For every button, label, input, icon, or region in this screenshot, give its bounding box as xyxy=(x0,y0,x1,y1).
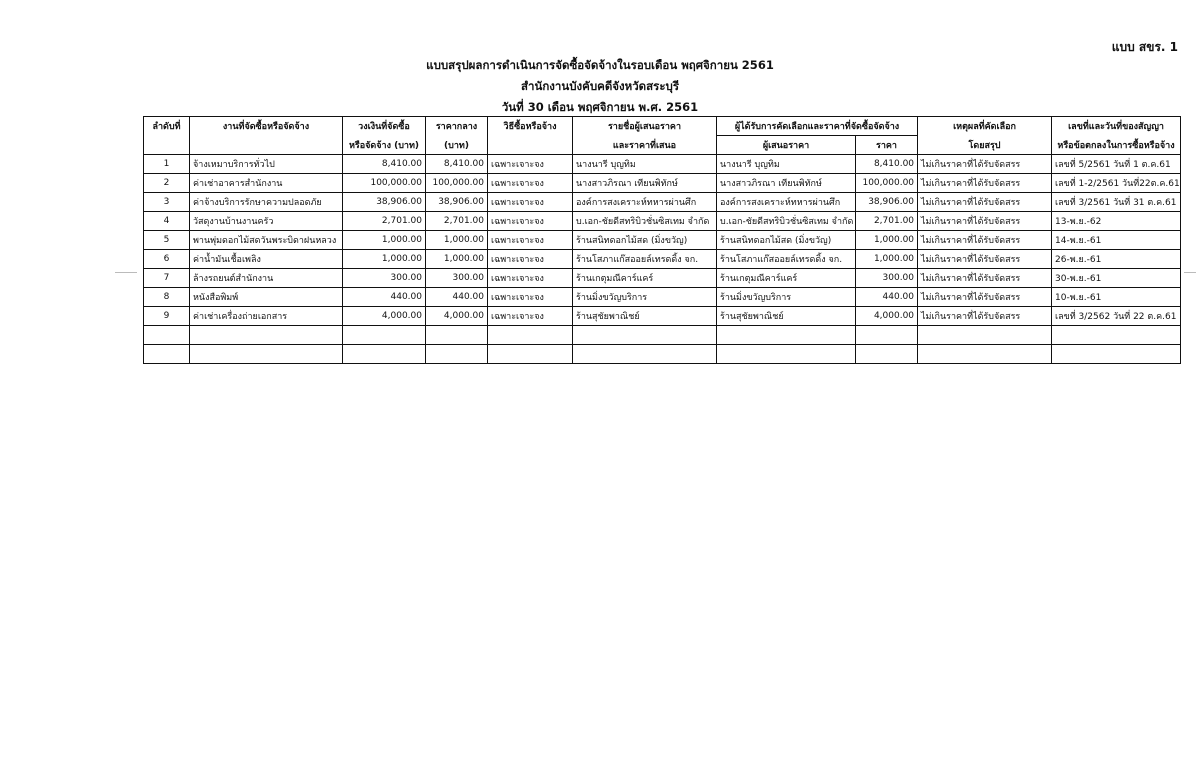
cell-budget: 300.00 xyxy=(343,269,426,288)
cell-empty xyxy=(856,326,918,345)
cell-bidder: บ.เอก-ชัยดีสทริบิวชั่นซิสเทม จำกัด xyxy=(573,212,717,231)
cell-contract: 13-พ.ย.-62 xyxy=(1052,212,1181,231)
cell-winner: ร้านมิ่งขวัญบริการ xyxy=(717,288,856,307)
cell-bidder: ร้านมิ่งขวัญบริการ xyxy=(573,288,717,307)
cell-ref-price: 4,000.00 xyxy=(426,307,488,326)
cell-reason: ไม่เกินราคาที่ได้รับจัดสรร xyxy=(918,307,1052,326)
table-row-empty xyxy=(144,345,1181,364)
header-ref-price-cont: (บาท) xyxy=(426,136,488,155)
cell-method: เฉพาะเจาะจง xyxy=(488,193,573,212)
cell-empty xyxy=(856,345,918,364)
header-reason-cont: โดยสรุป xyxy=(918,136,1052,155)
cell-winner: บ.เอก-ชัยดีสทริบิวชั่นซิสเทม จำกัด xyxy=(717,212,856,231)
header-budget-cont: หรือจัดจ้าง (บาท) xyxy=(343,136,426,155)
cell-method: เฉพาะเจาะจง xyxy=(488,269,573,288)
cell-item: ค่าเช่าอาคารสำนักงาน xyxy=(190,174,343,193)
cell-price: 300.00 xyxy=(856,269,918,288)
cell-bidder: นางสาวภิรณา เทียนพิทักษ์ xyxy=(573,174,717,193)
cell-reason: ไม่เกินราคาที่ได้รับจัดสรร xyxy=(918,250,1052,269)
header-bidders: รายชื่อผู้เสนอราคา xyxy=(573,117,717,136)
table-row xyxy=(144,231,1181,250)
header-selected-group: ผู้ได้รับการคัดเลือกและราคาที่จัดซื้อจัดจ้าง xyxy=(717,117,918,136)
cell-ref-price: 100,000.00 xyxy=(426,174,488,193)
form-code: แบบ สขร. 1 xyxy=(1111,40,1178,54)
cell-item: ล้างรถยนต์สำนักงาน xyxy=(190,269,343,288)
cell-price: 1,000.00 xyxy=(856,231,918,250)
cell-price: 2,701.00 xyxy=(856,212,918,231)
cell-item: ค่าเช่าเครื่องถ่ายเอกสาร xyxy=(190,307,343,326)
cell-seq: 4 xyxy=(144,212,190,231)
cell-contract: เลขที่ 3/2562 วันที่ 22 ต.ค.61 xyxy=(1052,307,1181,326)
cell-contract: 14-พ.ย.-61 xyxy=(1052,231,1181,250)
cell-bidder: ร้านเกตุมณีคาร์แคร์ xyxy=(573,269,717,288)
cell-winner: นางนารี บุญทิม xyxy=(717,155,856,174)
header-selected-price: ราคา xyxy=(856,136,918,155)
cell-seq: 1 xyxy=(144,155,190,174)
cell-method: เฉพาะเจาะจง xyxy=(488,174,573,193)
cell-price: 100,000.00 xyxy=(856,174,918,193)
cell-method: เฉพาะเจาะจง xyxy=(488,250,573,269)
cell-contract: 26-พ.ย.-61 xyxy=(1052,250,1181,269)
cell-price: 1,000.00 xyxy=(856,250,918,269)
cell-empty xyxy=(190,326,343,345)
cell-empty xyxy=(918,345,1052,364)
cell-empty xyxy=(144,345,190,364)
table-body xyxy=(144,155,1181,364)
title-line-3: วันที่ 30 เดือน พฤศจิกายน พ.ศ. 2561 xyxy=(501,100,699,114)
cell-empty xyxy=(488,326,573,345)
cell-ref-price: 300.00 xyxy=(426,269,488,288)
table-row xyxy=(144,174,1181,193)
scan-mark xyxy=(1184,272,1196,273)
header-selected-name: ผู้เสนอราคา xyxy=(717,136,856,155)
cell-empty xyxy=(144,326,190,345)
cell-empty xyxy=(1052,345,1181,364)
cell-seq: 5 xyxy=(144,231,190,250)
cell-winner: ร้านสุชัยพาณิชย์ xyxy=(717,307,856,326)
cell-budget: 1,000.00 xyxy=(343,231,426,250)
cell-ref-price: 38,906.00 xyxy=(426,193,488,212)
cell-bidder: องค์การสงเคราะห์ทหารผ่านศึก xyxy=(573,193,717,212)
header-contract-cont: หรือข้อตกลงในการซื้อหรือจ้าง xyxy=(1052,136,1181,155)
cell-item: หนังสือพิมพ์ xyxy=(190,288,343,307)
table-row xyxy=(144,269,1181,288)
cell-bidder: ร้านสุชัยพาณิชย์ xyxy=(573,307,717,326)
header-method-cont xyxy=(488,136,573,155)
table-row xyxy=(144,155,1181,174)
cell-empty xyxy=(717,326,856,345)
header-budget: วงเงินที่จัดซื้อ xyxy=(343,117,426,136)
cell-ref-price: 8,410.00 xyxy=(426,155,488,174)
table-row xyxy=(144,307,1181,326)
table-header xyxy=(144,117,1181,155)
cell-empty xyxy=(190,345,343,364)
cell-empty xyxy=(343,345,426,364)
cell-winner: ร้านเกตุมณีคาร์แคร์ xyxy=(717,269,856,288)
cell-method: เฉพาะเจาะจง xyxy=(488,155,573,174)
cell-reason: ไม่เกินราคาที่ได้รับจัดสรร xyxy=(918,193,1052,212)
title-line-2: สำนักงานบังคับคดีจังหวัดสระบุรี xyxy=(520,79,679,93)
header-reason: เหตุผลที่คัดเลือก xyxy=(918,117,1052,136)
header-contract: เลขที่และวันที่ของสัญญา xyxy=(1052,117,1181,136)
cell-item: ค่าน้ำมันเชื้อเพลิง xyxy=(190,250,343,269)
header-bidders-cont: และราคาที่เสนอ xyxy=(573,136,717,155)
cell-ref-price: 2,701.00 xyxy=(426,212,488,231)
cell-budget: 100,000.00 xyxy=(343,174,426,193)
cell-ref-price: 1,000.00 xyxy=(426,250,488,269)
table-row xyxy=(144,288,1181,307)
table-row xyxy=(144,250,1181,269)
header-seq: ลำดับที่ xyxy=(144,117,190,136)
procurement-table xyxy=(143,116,1181,364)
cell-price: 440.00 xyxy=(856,288,918,307)
document-titles xyxy=(0,55,1200,118)
table-row xyxy=(144,193,1181,212)
cell-method: เฉพาะเจาะจง xyxy=(488,288,573,307)
cell-price: 38,906.00 xyxy=(856,193,918,212)
header-seq-cont xyxy=(144,136,190,155)
cell-method: เฉพาะเจาะจง xyxy=(488,307,573,326)
cell-empty xyxy=(343,326,426,345)
cell-budget: 1,000.00 xyxy=(343,250,426,269)
title-line-1: แบบสรุปผลการดำเนินการจัดซื้อจัดจ้างในรอบเดือน พฤศจิกายน 2561 xyxy=(426,58,774,72)
cell-reason: ไม่เกินราคาที่ได้รับจัดสรร xyxy=(918,288,1052,307)
cell-budget: 2,701.00 xyxy=(343,212,426,231)
cell-empty xyxy=(573,326,717,345)
cell-budget: 38,906.00 xyxy=(343,193,426,212)
cell-winner: ร้านสนิทดอกไม้สด (มิ่งขวัญ) xyxy=(717,231,856,250)
cell-reason: ไม่เกินราคาที่ได้รับจัดสรร xyxy=(918,174,1052,193)
cell-seq: 8 xyxy=(144,288,190,307)
cell-empty xyxy=(488,345,573,364)
cell-empty xyxy=(717,345,856,364)
cell-reason: ไม่เกินราคาที่ได้รับจัดสรร xyxy=(918,155,1052,174)
cell-winner: นางสาวภิรณา เทียนพิทักษ์ xyxy=(717,174,856,193)
table-row xyxy=(144,212,1181,231)
cell-empty xyxy=(573,345,717,364)
cell-seq: 2 xyxy=(144,174,190,193)
cell-seq: 6 xyxy=(144,250,190,269)
cell-contract: เลขที่ 3/2561 วันที่ 31 ต.ค.61 xyxy=(1052,193,1181,212)
cell-item: วัสดุงานบ้านงานครัว xyxy=(190,212,343,231)
cell-empty xyxy=(1052,326,1181,345)
cell-reason: ไม่เกินราคาที่ได้รับจัดสรร xyxy=(918,231,1052,250)
cell-seq: 3 xyxy=(144,193,190,212)
cell-price: 4,000.00 xyxy=(856,307,918,326)
cell-empty xyxy=(918,326,1052,345)
cell-contract: 10-พ.ย.-61 xyxy=(1052,288,1181,307)
cell-price: 8,410.00 xyxy=(856,155,918,174)
cell-ref-price: 1,000.00 xyxy=(426,231,488,250)
cell-reason: ไม่เกินราคาที่ได้รับจัดสรร xyxy=(918,212,1052,231)
cell-empty xyxy=(426,345,488,364)
cell-item: ค่าจ้างบริการรักษาความปลอดภัย xyxy=(190,193,343,212)
cell-budget: 8,410.00 xyxy=(343,155,426,174)
cell-method: เฉพาะเจาะจง xyxy=(488,231,573,250)
cell-seq: 7 xyxy=(144,269,190,288)
cell-item: พานพุ่มดอกไม้สดวันพระบิดาฝนหลวง xyxy=(190,231,343,250)
cell-budget: 4,000.00 xyxy=(343,307,426,326)
header-item: งานที่จัดซื้อหรือจัดจ้าง xyxy=(190,117,343,136)
cell-method: เฉพาะเจาะจง xyxy=(488,212,573,231)
cell-bidder: นางนารี บุญทิม xyxy=(573,155,717,174)
cell-contract: เลขที่ 5/2561 วันที่ 1 ต.ค.61 xyxy=(1052,155,1181,174)
cell-reason: ไม่เกินราคาที่ได้รับจัดสรร xyxy=(918,269,1052,288)
header-method: วิธีซื้อหรือจ้าง xyxy=(488,117,573,136)
cell-budget: 440.00 xyxy=(343,288,426,307)
cell-contract: 30-พ.ย.-61 xyxy=(1052,269,1181,288)
cell-ref-price: 440.00 xyxy=(426,288,488,307)
cell-bidder: ร้านสนิทดอกไม้สด (มิ่งขวัญ) xyxy=(573,231,717,250)
cell-bidder: ร้านโสภาแก๊สออยล์เทรดดิ้ง จก. xyxy=(573,250,717,269)
cell-seq: 9 xyxy=(144,307,190,326)
header-ref-price: ราคากลาง xyxy=(426,117,488,136)
cell-winner: ร้านโสภาแก๊สออยล์เทรดดิ้ง จก. xyxy=(717,250,856,269)
header-item-cont xyxy=(190,136,343,155)
cell-contract: เลขที่ 1-2/2561 วันที่22ต.ค.61 xyxy=(1052,174,1181,193)
table-row-empty xyxy=(144,326,1181,345)
cell-item: จ้างเหมาบริการทั่วไป xyxy=(190,155,343,174)
cell-empty xyxy=(426,326,488,345)
scan-mark xyxy=(115,272,137,273)
cell-winner: องค์การสงเคราะห์ทหารผ่านศึก xyxy=(717,193,856,212)
